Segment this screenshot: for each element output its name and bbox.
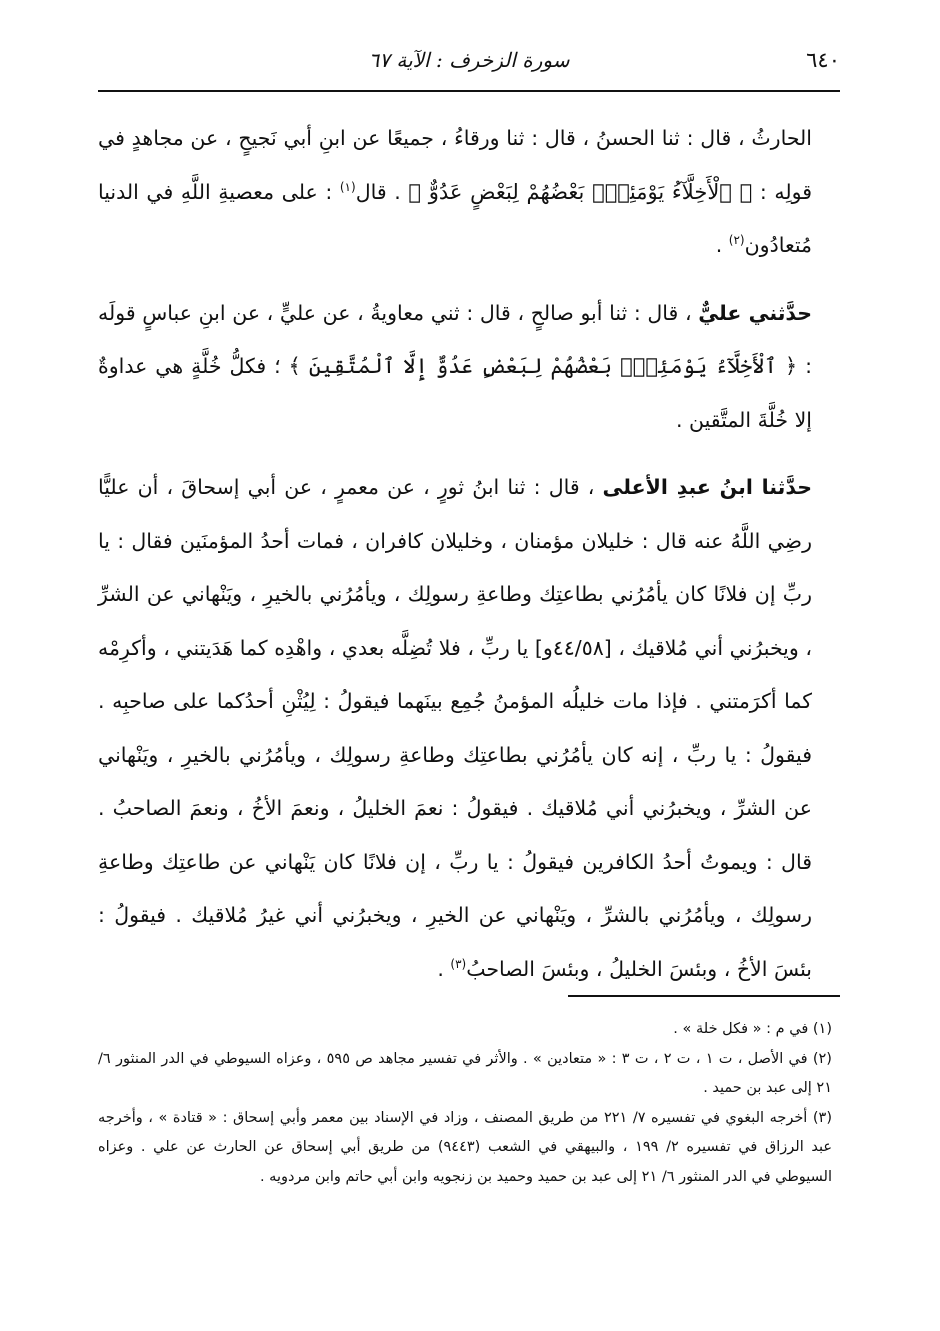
text-run: الحارثُ ، قال : ثنا الحسنُ ، قال : ثنا ورقاءُ ، جميعًا عن ابنِ أبي نَجيحٍ ، عن مجاهدٍ في قولِه : — [98, 126, 812, 204]
text-run: : على معصيةِ اللَّهِ في الدنيا مُتعادُون — [98, 179, 812, 257]
footnote-1: (١) في م : « فكل خلة » . — [673, 1021, 832, 1037]
quran-verse: ﴿ ٱلْأَخِلَّآءُ يَوْمَئِذٍۭ بَعْضُهُمْ لِبَعْضٍ عَدُوٌّ إِلَّا ٱلْمُتَّقِينَ ﴾ — [288, 354, 798, 378]
text-run: . — [437, 956, 451, 981]
text-run: ، قال : ثنا أبو صالحٍ ، قال : ثني معاويةُ ، عن عليٍّ ، عن ابنِ عباسٍ قولَه : — [98, 300, 812, 378]
header-rule — [98, 90, 840, 92]
text-run: يا ربِّ ، فلا تُضِلَّه بعدي ، واهْدِه كما هَدَيتني ، وأكرِمْه كما أكرَمتني . فإذا مات خليلُه المؤمنُ جُمِع بينَهما فيقولُ : لِيُثْنِ أحدُكما على صاحبِه . فيقولُ : يا ربِّ ، إنه كان يأمُرُني بطاعتِك وطاعةِ رسولِك ، ويأمُرُني بالخيرِ ، ويَنْهاني عن الشرِّ ، ويخبرُني أني مُلاقيك . فيقولُ : نعمَ الخليلُ ، ونعمَ الأخُ ، ونعمَ الصاحبُ . قال : ويموتُ أحدُ الكافرين فيقولُ : يا ربِّ ، إن فلانًا كان يَنْهاني عن طاعتِك وطاعةِ رسولِك ، ويأمُرُني بالشرِّ ، ويَنْهاني عن الخيرِ ، ويخبرُني أني غيرُ مُلاقيك . فيقولُ : بئسَ الأخُ ، وبئسَ الخليلُ ، وبئسَ الصاحبُ — [98, 635, 812, 981]
quran-verse: ﴿ ٱلْأَخِلَّآءُ يَوْمَئِذٍۭ بَعْضُهُمْ لِبَعْضٍ عَدُوٌّ ﴾ — [408, 179, 753, 204]
text-run: . قال — [355, 179, 409, 204]
running-title: سورة الزخرف : الآية ٦٧ — [368, 48, 570, 72]
main-text — [98, 112, 812, 1010]
narration-lead: حدَّثنا ابنُ عبدِ الأعلى — [602, 475, 812, 499]
footnote-rule — [568, 995, 840, 997]
text-run: ، قال : ثنا ابنُ ثورٍ ، عن معمرٍ ، عن أبي إسحاقَ ، أن عليًّا رضِي اللَّهُ عنه قال : خليلان مؤمنان ، وخليلان كافران ، فمات أحدُ المؤمنَين فقال : يا ربِّ إن فلانًا كان يأمُرُني بطاعتِك وطاعةِ رسولِك ، ويأمُرُني بالخيرِ ، ويَنْهاني عن الشرِّ ، ويخبرُني أني مُلاقيك ، — [98, 475, 812, 660]
footnote-3: (٣) أخرجه البغوي في تفسيره ٧/ ٢٢١ من طريق المصنف ، وزاد في الإسناد بين معمر وأبي إسحاق : « قتادة » ، وأخرجه عبد الرزاق في تفسيره ٢/ ١٩٩ ، والبيهقي في الشعب (٩٤٤٣) من طريق أبي إسحاق عن الحارث عن علي . وعزاه السيوطي في الدر المنثور ٦/ ٢١ إلى عبد بن حميد وحميد بن زنجويه وابن أبي حاتم وابن مردويه . — [98, 1109, 832, 1185]
paragraph-mujahid — [98, 112, 812, 273]
footnote-ref-3[interactable]: (٣) — [450, 956, 467, 971]
footnote-2: (٢) في الأصل ، ت ١ ، ت ٢ ، ت ٣ : « متعادين » . والأثر في تفسير مجاهد ص ٥٩٥ ، وعزاه السيوطي في الدر المنثور ٦/ ٢١ إلى عبد بن حميد . — [98, 1050, 832, 1096]
page-number: ٦٤٠ — [806, 48, 840, 72]
text-run: . — [715, 233, 729, 257]
manuscript-marker: [٤٤/٥٨و] — [534, 635, 612, 660]
text-run: ؛ فكلُّ خُلَّةٍ هي عداوةٌ إلا خُلَّةَ المتَّقين . — [98, 354, 812, 432]
paragraph-ibn-abbas — [98, 287, 812, 448]
footnote-ref-2[interactable]: (٢) — [728, 233, 745, 248]
paragraph-ali — [98, 461, 812, 996]
footnote-ref-1[interactable]: (١) — [339, 179, 356, 194]
narration-lead: حدَّثني عليٌّ — [698, 300, 813, 325]
footnotes — [98, 1015, 832, 1192]
page-header — [98, 40, 840, 86]
